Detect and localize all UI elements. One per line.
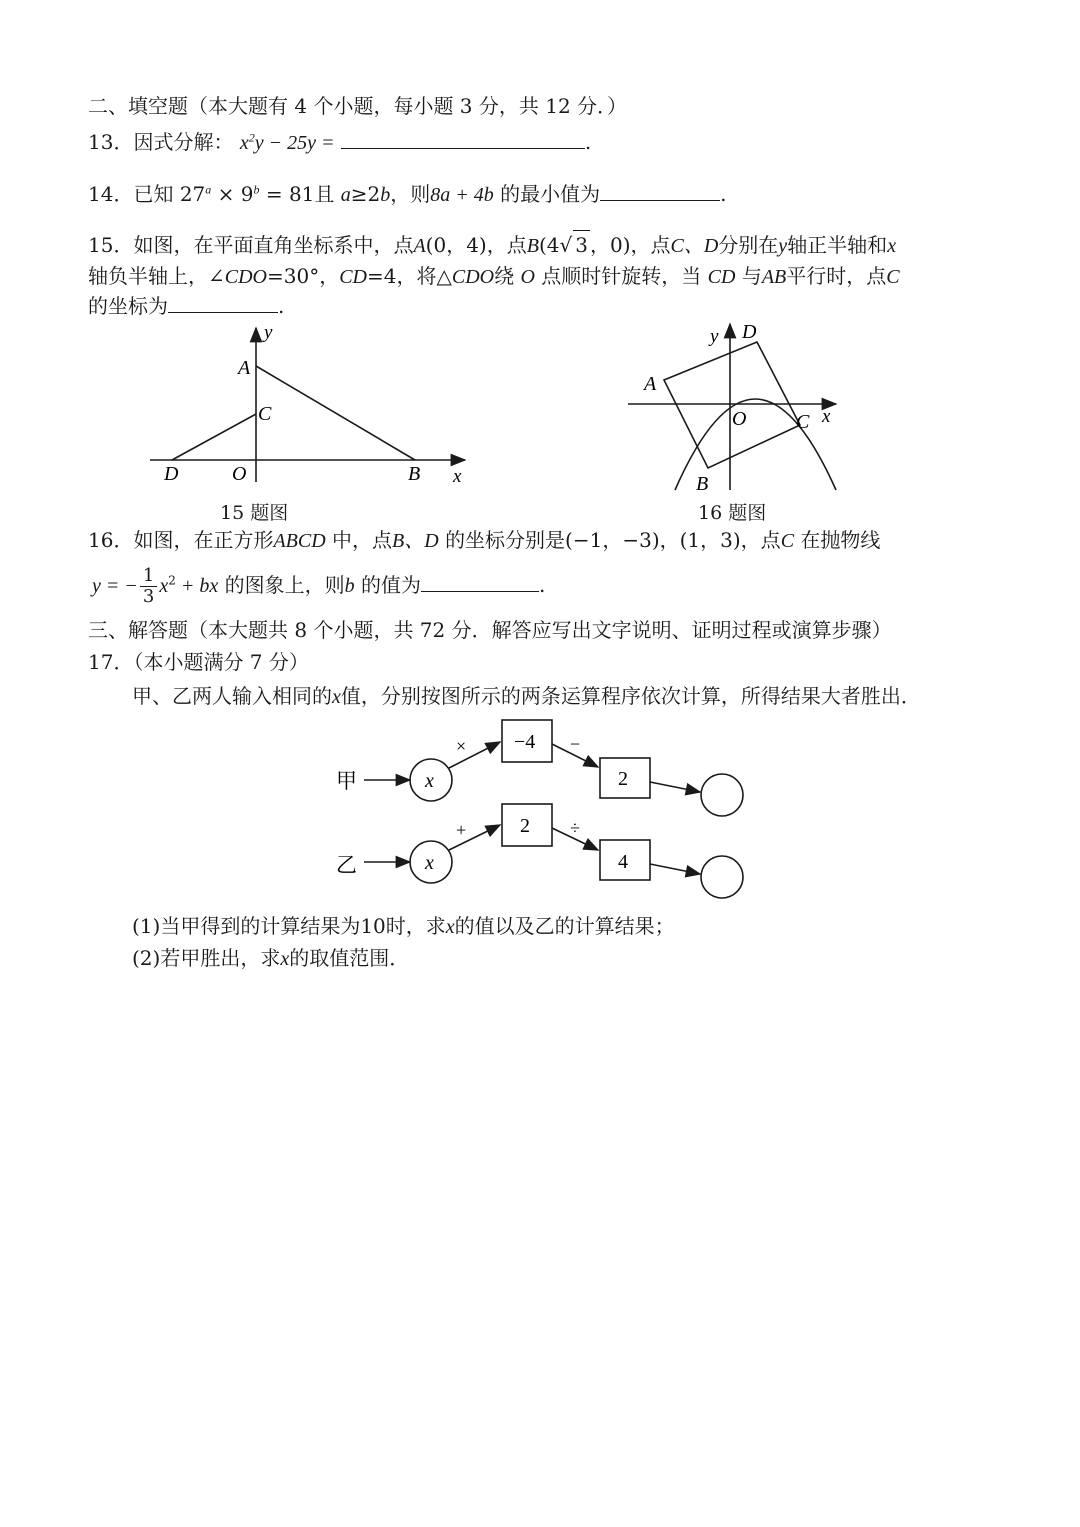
flow-jia-box1-value: −4 — [514, 731, 536, 753]
fig16-label-y: y — [710, 326, 719, 347]
q15-text: 点顺时针旋转，当 — [541, 264, 702, 288]
q16-text: 的图象上，则 — [224, 573, 345, 597]
q15-b-coord-post: ，0)，点 — [589, 233, 671, 257]
q17-part1-text: 的值以及乙的计算结果； — [454, 914, 675, 938]
q15-text: 与 — [741, 264, 762, 288]
fig16-caption: 16 题图 — [698, 502, 767, 524]
question-17-part1 — [132, 912, 675, 941]
question-17-header — [88, 648, 309, 676]
fig15-label-y: y — [264, 322, 273, 343]
q17-desc-text: 值，分别按图所示的两条运算程序依次计算，所得结果大者胜出． — [340, 684, 921, 708]
flow-yi-label: 乙 — [336, 853, 357, 877]
question-15-line2 — [88, 262, 900, 291]
q15-end: . — [278, 294, 285, 318]
q16-exp: 2 — [168, 573, 176, 588]
fig16-label-b: B — [696, 473, 709, 495]
q13-answer-blank[interactable] — [341, 128, 585, 149]
flow-yi-box2-value: 4 — [618, 851, 628, 873]
q16-c: C — [780, 530, 795, 552]
q14-end: . — [720, 182, 727, 206]
fig15-segment-cd — [172, 414, 256, 460]
question-14 — [88, 180, 726, 209]
q15-b-coord-pre: (4 — [538, 233, 560, 257]
flow-jia-label: 甲 — [336, 769, 357, 793]
q15-a-coord: (0，4)，点 — [425, 233, 527, 257]
question-17-description — [132, 682, 921, 711]
q15-b-sqrt: 3 — [573, 230, 590, 259]
section2-heading: 二、填空题（本大题有 4 个小题，每小题 3 分，共 12 分．） — [88, 94, 628, 118]
q17-number: 17． — [88, 650, 134, 674]
question-15-line3 — [88, 292, 284, 320]
q16-end: . — [538, 573, 546, 597]
q17-part2-text: (2)若甲胜出，求 — [132, 946, 281, 970]
fig16-label-a: A — [644, 373, 657, 395]
q16-text: 在抛物线 — [800, 528, 881, 552]
q17-part2-text: 的取值范围． — [289, 946, 410, 970]
q15-answer-blank[interactable] — [168, 292, 278, 313]
fig15-segment-ab — [256, 366, 415, 460]
q15-text: 如图，在平面直角坐标系中，点 — [133, 233, 414, 257]
q15-x: x — [887, 235, 897, 257]
fig16-label-c: C — [796, 411, 810, 433]
question-16-line1 — [88, 526, 880, 555]
q16-square: ABCD — [273, 530, 326, 552]
q15-text: 平行时，点 — [786, 264, 887, 288]
question-15-line1: 15．如图，在平面直角坐标系中，点A(0，4)，点B(4√ 3 ，0)，点C、D分别在y轴正半轴和x — [88, 230, 896, 260]
flow-yi-box1-value: 2 — [520, 815, 530, 837]
fig15-label-o: O — [232, 463, 247, 485]
question-13 — [88, 128, 591, 157]
q14-number: 14． — [88, 182, 134, 206]
q15-text: 轴正半轴和 — [787, 233, 888, 257]
q14-answer-blank[interactable] — [600, 180, 720, 201]
q13-end: . — [584, 130, 592, 154]
section3-heading: 三、解答题（本大题共 8 个小题，共 72 分．解答应写出文字说明、证明过程或演算步骤） — [88, 618, 892, 642]
q15-angle: CDO — [224, 266, 267, 288]
q14-times: × 9 — [211, 182, 254, 206]
flow-yi-arrow3 — [650, 864, 700, 874]
flow-jia-op2: − — [570, 734, 581, 754]
q13-tail: y − 25y = — [254, 132, 335, 154]
q15-text: 绕 — [494, 264, 515, 288]
fig16-label-o: O — [732, 408, 747, 430]
fig16-label-x: x — [822, 406, 831, 427]
q17-x: x — [332, 686, 341, 708]
q13-x: x — [239, 132, 249, 154]
q16-fraction-den: 3 — [142, 586, 155, 607]
q14-ask: 的最小值为 — [500, 182, 601, 206]
q17-part1-text: (1)当甲得到的计算结果为10时，求 — [132, 914, 446, 938]
fig15-label-b: B — [408, 463, 421, 485]
q13-number: 13． — [88, 130, 134, 154]
flow-jia-result-circle — [701, 774, 743, 816]
q15-ab: AB — [761, 266, 787, 288]
q15-c: C — [886, 266, 900, 288]
q16-text: 的坐标分别是(−1，−3)，(1，3)，点 — [445, 528, 781, 552]
q15-text: =30°， — [267, 264, 340, 288]
q14-prefix: 已知 — [133, 182, 174, 206]
q14-a: a — [340, 184, 351, 206]
q14-b: b — [380, 184, 391, 206]
q13-exp: 2 — [248, 130, 255, 145]
q15-triangle: CDO — [451, 266, 495, 288]
q16-number: 16． — [88, 528, 134, 552]
q15-y: y — [778, 235, 788, 257]
figure-16 — [620, 318, 845, 498]
q16-text: 的值为 — [360, 573, 421, 597]
q16-b: b — [344, 575, 355, 597]
q13-prefix: 因式分解： — [133, 130, 234, 154]
figure-15 — [140, 322, 480, 497]
flow-jia-op1: × — [456, 736, 467, 756]
q16-y-eq: y = − — [92, 575, 138, 597]
question-16-line2 — [92, 566, 545, 607]
q14-eq: = 81 — [259, 182, 315, 206]
q14-base1: 27 — [179, 182, 206, 206]
q15-cd: CD — [707, 266, 736, 288]
q16-text: 中，点 — [332, 528, 393, 552]
q17-part2-x: x — [280, 948, 290, 970]
q14-then: ，则 — [390, 182, 431, 206]
q15-text: 的坐标为 — [88, 294, 168, 318]
q17-score: （本小题满分 7 分） — [133, 650, 309, 674]
flow-jia-box2-value: 2 — [618, 768, 628, 790]
q15-point-a: A — [413, 235, 426, 257]
fig16-square-abcd — [664, 342, 800, 468]
fig15-label-x: x — [453, 466, 462, 487]
q16-answer-blank[interactable] — [421, 571, 539, 592]
q14-geq: ≥2 — [350, 182, 381, 206]
q16-fraction-num: 1 — [140, 566, 157, 587]
fig15-label-a: A — [238, 357, 251, 379]
q15-o: O — [520, 266, 535, 288]
q16-x: x — [159, 575, 169, 597]
q16-text: 如图，在正方形 — [133, 528, 274, 552]
flow-jia-x: x — [425, 770, 434, 792]
q16-points-bd: B、D — [392, 530, 439, 552]
flow-yi-op1: + — [456, 820, 467, 840]
fig15-caption: 15 题图 — [220, 502, 289, 524]
q15-number: 15． — [88, 233, 134, 257]
q15-text: 轴负半轴上，∠ — [88, 264, 225, 288]
fig15-label-c: C — [258, 403, 272, 425]
q14-cond: 且 — [314, 182, 335, 206]
q15-points-cd: C、D — [670, 235, 719, 257]
q14-expr: 8a + 4b — [430, 184, 494, 206]
flow-yi-op2: ÷ — [570, 818, 580, 838]
q14-exp1: a — [205, 182, 212, 197]
q16-bx: + bx — [175, 575, 219, 597]
q15-text: =4，将△ — [367, 264, 452, 288]
q15-cd: CD — [339, 266, 368, 288]
fig15-label-d: D — [164, 463, 179, 485]
fig16-label-d: D — [742, 321, 757, 343]
question-17-part2 — [132, 944, 409, 973]
flow-jia-arrow3 — [650, 782, 700, 792]
q17-desc-text: 甲、乙两人输入相同的 — [132, 684, 332, 708]
q17-part1-x: x — [445, 916, 455, 938]
flowchart-17 — [330, 712, 760, 908]
q16-fraction — [140, 566, 157, 607]
flow-yi-x: x — [425, 852, 434, 874]
flow-yi-result-circle — [701, 856, 743, 898]
q14-exp2: b — [253, 182, 260, 197]
q15-text: 分别在 — [718, 233, 779, 257]
q15-point-b: B — [526, 235, 539, 257]
